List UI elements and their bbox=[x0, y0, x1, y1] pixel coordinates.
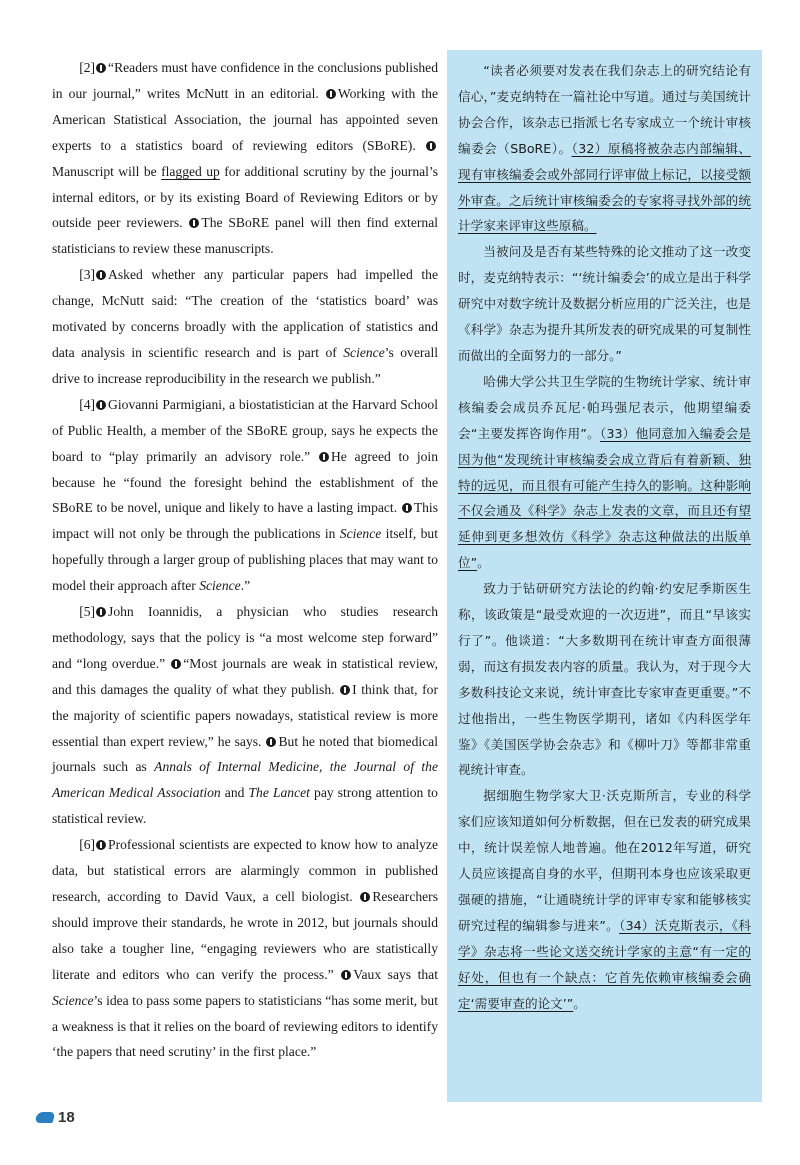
italic-title: Journal of the American Medical Association bbox=[52, 759, 438, 801]
sentence: Vaux says that bbox=[353, 966, 438, 982]
translation-text: 哈佛大学公共卫生学院的生物统计学家、统计审核编委会成员乔瓦尼·帕玛强尼表示，他期望编委会“主要发挥咨询作用”。 bbox=[458, 373, 751, 441]
paragraph-2 bbox=[52, 55, 438, 262]
italic-title: Science bbox=[339, 526, 382, 542]
sentence-marker-2 bbox=[319, 452, 329, 462]
underlined-phrase: flagged up bbox=[161, 163, 220, 179]
translation-text: 。 bbox=[477, 555, 490, 571]
sentence-marker-1 bbox=[96, 607, 106, 617]
sentence-marker-2 bbox=[326, 89, 336, 99]
sentence: and bbox=[220, 785, 249, 801]
translation-paragraph-1 bbox=[458, 58, 751, 239]
sentence: “Readers must have confidence in the conclusions published in our journal,” writes McNutt in an editorial. bbox=[52, 60, 438, 101]
sentence: Giovanni Parmigiani, a biostatistician at the Harvard School of Public Health, a member of the SBoRE group, says he expects the board to “play primarily an advisory role.” bbox=[52, 396, 438, 464]
sentence-marker-3 bbox=[341, 970, 351, 980]
italic-title: , the bbox=[319, 759, 354, 775]
paragraph-6 bbox=[52, 832, 438, 1065]
page-footer bbox=[36, 1109, 75, 1126]
sentence: Working with the American Statistical Association, the journal has appointed seven experts to a statistics board of reviewing editors (SBoRE). bbox=[52, 85, 438, 153]
paragraph-number: [4] bbox=[79, 396, 96, 412]
english-column bbox=[52, 55, 438, 1065]
paragraph-4 bbox=[52, 392, 438, 599]
translation-paragraph-5 bbox=[458, 783, 751, 1016]
sentence-marker-1 bbox=[96, 270, 106, 280]
italic-title: Science bbox=[199, 578, 241, 594]
sentence-marker-4 bbox=[189, 218, 199, 228]
sentence-marker-3 bbox=[340, 685, 350, 695]
chinese-translation-column bbox=[447, 50, 762, 1102]
sentence-marker-2 bbox=[360, 892, 370, 902]
sentence: ’s idea to pass some papers to statisticians “has some merit, but a weakness is that it relies on the board of reviewing editors to identify ‘the papers that need scrutiny’ in the first place.” bbox=[52, 992, 438, 1060]
italic-title: Science bbox=[343, 344, 385, 360]
paragraph-number: [2] bbox=[79, 60, 96, 75]
translation-text: 。 bbox=[573, 995, 586, 1011]
italic-title: Annals of Internal Medicine bbox=[154, 759, 319, 775]
translation-text: 据细胞生物学家大卫·沃克斯所言，专业的科学家们应该知道如何分析数据，但在已发表的研究成果中，统计误差惊人地普遍。他在2012年写道，研究人员应该提高自身的水平，但期刊本身也应该采取更强硬的措施，“让通晓统计学的评审专家和能够核实研究过程的编辑参与进来”。 bbox=[458, 788, 751, 933]
sentence: I think that, for the majority of scientific papers nowadays, statistical review is more essential than expert review,” he says. bbox=[52, 681, 438, 749]
sentence: Researchers should improve their standards, he wrote in 2012, but journals should also take a tougher line, “engaging reviewers who are statistically literate and editors who can verify the process.” bbox=[52, 889, 438, 982]
sentence: itself, but hopefully through a larger group of publishing places that may want to model their approach after bbox=[52, 526, 438, 594]
paragraph-number: [5] bbox=[79, 604, 96, 620]
page-number-icon bbox=[35, 1112, 56, 1123]
sentence-marker-1 bbox=[96, 840, 106, 850]
underlined-translation: （34）沃克斯表示，《科学》杂志将一些论文送交统计学家的主意“有一定的好处，但也有一个缺点：它首先依赖审核编委会确定‘需要审查的论文’” bbox=[458, 917, 751, 1011]
sentence: ’s overall drive to increase reproducibility in the research we publish.” bbox=[52, 344, 438, 386]
sentence-marker-1 bbox=[96, 400, 106, 410]
page-number: 18 bbox=[58, 1109, 75, 1126]
sentence: But he noted that biomedical journals such as bbox=[52, 733, 438, 775]
italic-title: Science bbox=[52, 992, 94, 1008]
sentence-marker-4 bbox=[266, 737, 276, 747]
paragraph-number: [3] bbox=[79, 267, 96, 283]
translation-paragraph-2 bbox=[458, 239, 751, 369]
sentence: Asked whether any particular papers had impelled the change, McNutt said: “The creation of the ‘statistics board’ was motivated by concerns broadly with the application of statistics and data analysis in scientific research and is part of bbox=[52, 267, 438, 360]
sentence-marker-3 bbox=[426, 141, 436, 151]
sentence: “Most journals are weak in statistical review, and this damages the quality of what they publish. bbox=[52, 655, 438, 697]
sentence: This impact will not only be through the publications in bbox=[52, 500, 438, 542]
sentence: The SBoRE panel will then find external statisticians to review these manuscripts. bbox=[52, 215, 439, 257]
translation-text: 致力于钻研研究方法论的约翰·约安尼季斯医生称，该政策是“最受欢迎的一次迈进”，而且“早该实行了”。他谈道：“大多数期刊在统计审查方面很薄弱，而这有损发表内容的质量。我认为，对于现今大多数科技论文来说，统计审查比专家审查更重要。”不过他指出，一些生物医学期刊，诸如《内科医学年鉴》《美国医学协会杂志》和《柳叶刀》等都非常重视统计审查。 bbox=[458, 581, 751, 778]
sentence: John Ioannidis, a physician who studies research methodology, says that the policy is “a most welcome step forward” and “long overdue.” bbox=[52, 604, 438, 671]
italic-title: The Lancet bbox=[248, 785, 310, 801]
paragraph-5 bbox=[52, 599, 438, 832]
paragraph-number: [6] bbox=[79, 837, 96, 853]
sentence-marker-3 bbox=[402, 503, 412, 513]
underlined-translation: （33）他同意加入编委会是因为他“发现统计审核编委会成立背后有着新颖、独特的远见，而且很有可能产生持久的影响。这种影响不仅会通及《科学》杂志上发表的文章，而且还有望延伸到更多想效仿《科学》杂志这种做法的出版单位” bbox=[458, 425, 751, 571]
sentence-marker-2 bbox=[171, 659, 181, 669]
sentence: Manuscript will be bbox=[52, 163, 162, 179]
translation-paragraph-3 bbox=[458, 369, 751, 576]
sentence: He agreed to join because he “found the foresight behind the establishment of the SBoRE to be novel, unique and likely to have a lasting impact. bbox=[52, 448, 438, 516]
sentence: for additional scrutiny by the journal’s internal editors, or by its existing Board of Reviewing Editors or by outside peer reviewers. bbox=[52, 163, 439, 231]
paragraph-3 bbox=[52, 262, 438, 392]
translation-paragraph-4 bbox=[458, 576, 751, 783]
sentence: pay strong attention to statistical review. bbox=[52, 785, 438, 827]
translation-text: “读者必须要对发表在我们杂志上的研究结论有信心，”麦克纳特在一篇社论中写道。通过与美国统计协会合作，该杂志已指派七名专家成立一个统计审核编委会（SBoRE）。 bbox=[458, 63, 751, 156]
sentence-marker-1 bbox=[96, 63, 106, 73]
underlined-translation: （32）原稿将被杂志内部编辑、现有审核编委会或外部同行评审做上标记，以接受额外审查。之后统计审核编委会的专家将寻找外部的统计学家来评审这些原稿。 bbox=[458, 140, 751, 234]
sentence: Professional scientists are expected to know how to analyze data, but statistical errors are alarmingly common in published research, according to David Vaux, a cell biologist. bbox=[52, 837, 438, 904]
translation-text: 当被问及是否有某些特殊的论文推动了这一改变时，麦克纳特表示：“‘统计编委会’的成立是出于科学研究中对数字统计及数据分析应用的广泛关注，也是《科学》杂志为提升其所发表的研究成果的可复制性而做出的全面努力的一部分。” bbox=[458, 244, 751, 363]
sentence: .” bbox=[240, 578, 251, 594]
